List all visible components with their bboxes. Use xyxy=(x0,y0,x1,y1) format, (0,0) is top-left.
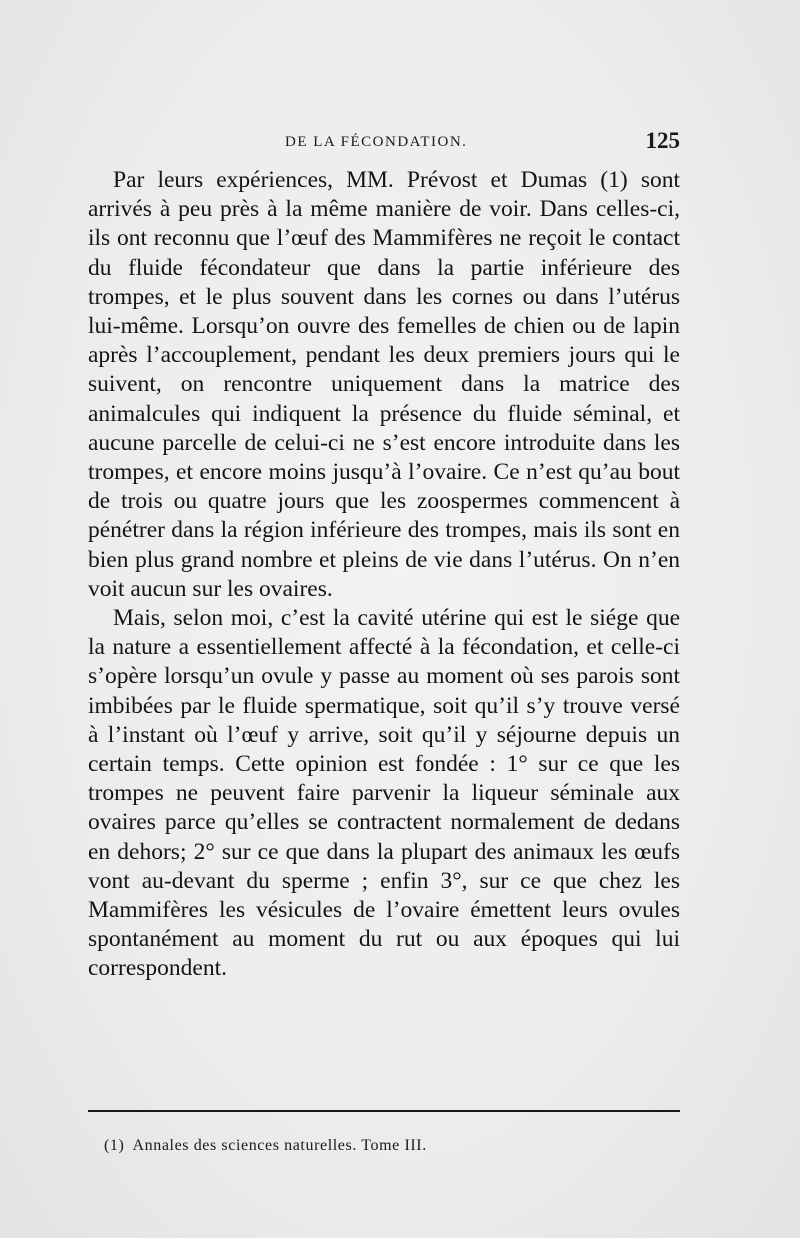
body-text xyxy=(88,166,680,984)
paragraph-2: Mais, selon moi, c’est la cavité utérine qui est le siége que la nature a essentiellement affecté à la fécondation, et celle-ci s’opère lorsqu’un ovule y passe au moment où ses parois sont imbibées par le fluide spermatique, soit qu’il s’y trouve versé à l’instant où l’œuf y arrive, soit qu’il y séjourne depuis un certain temps. Cette opinion est fondée : 1° sur ce que les trompes ne peuvent faire parvenir la liqueur séminale aux ovaires parce qu’elles se contractent normalement de dedans en dehors; 2° sur ce que dans la plupart des animaux les œufs vont au-devant du sperme ; enfin 3°, sur ce que chez les Mammifères les vésicules de l’ovaire émettent leurs ovules spontanément au moment du rut ou aux époques qui lui correspondent. xyxy=(88,605,680,982)
footnote-rule xyxy=(88,1110,680,1112)
footnote xyxy=(104,1137,427,1155)
footnote-marker: (1) xyxy=(104,1137,125,1154)
paragraph-1: Par leurs expériences, MM. Prévost et Dumas (1) sont arrivés à peu près à la même manière de voir. Dans celles-ci, ils ont reconnu que l’œuf des Mammifères ne reçoit le contact du fluide fécondateur que dans la partie inférieure des trompes, et le plus souvent dans les cornes ou dans l’utérus lui-même. Lorsqu’on ouvre des femelles de chien ou de lapin après l’accouplement, pendant les deux premiers jours qui le suivent, on rencontre uniquement dans la matrice des animalcules qui indiquent la présence du fluide séminal, et aucune parcelle de celui-ci ne s’est encore introduite dans les trompes, et encore moins jusqu’à l’ovaire. Ce n’est qu’au bout de trois ou quatre jours que les zoospermes commencent à pénétrer dans la région inférieure des trompes, mais ils sont en bien plus grand nombre et pleins de vie dans l’utérus. On n’en voit aucun sur les ovaires. xyxy=(88,167,680,602)
page-header xyxy=(88,128,680,158)
footnote-text: Annales des sciences naturelles. Tome III. xyxy=(132,1137,427,1154)
page-number: 125 xyxy=(645,128,680,153)
running-title: DE LA FÉCONDATION. xyxy=(285,134,468,150)
